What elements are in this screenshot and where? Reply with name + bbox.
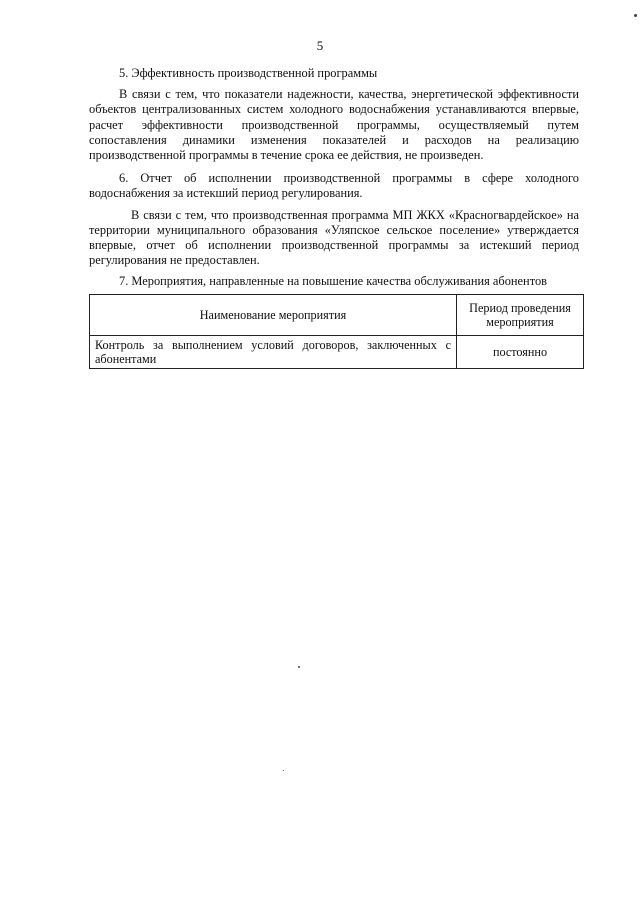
document-body (89, 66, 579, 369)
section-5-heading: 5. Эффективность производственной программы (119, 66, 378, 80)
section-7-heading: 7. Мероприятия, направленные на повышение качества обслуживания абонентов (119, 274, 547, 289)
section-5-text: В связи с тем, что показатели надежности, качества, энергетической эффективности объектов централизованных систем холодного водоснабжения устанавливаются впервые, расчет эффективности производственной программы, осуществляемый путем сопоставления динамики изменения показателей и расходов на реализацию производственной программы в течение срока ее действия, не произведен. (89, 87, 579, 163)
section-6-heading: 6. Отчет об исполнении производственной программы в сфере холодного водоснабжения за истекший период регулирования. (89, 171, 579, 201)
events-table (89, 294, 584, 369)
table-row (90, 335, 584, 368)
event-period-cell: постоянно (457, 335, 584, 368)
column-header-period: Период проведения мероприятия (457, 294, 584, 335)
page-number: 5 (316, 38, 324, 53)
event-name-cell: Контроль за выполнением условий договоров, заключенных с абонентами (90, 335, 457, 368)
section-6-text: В связи с тем, что производственная программа МП ЖКХ «Красногвардейское» на территории муниципального образования «Уляпское сельское поселение» утверждается впервые, отчет об исполнении производственной программы за истекший период регулирования не предоставлен. (89, 207, 579, 268)
column-header-name: Наименование мероприятия (90, 294, 457, 335)
scan-speck (283, 770, 284, 771)
scan-speck (634, 14, 637, 17)
scan-speck (298, 666, 300, 668)
table-header-row (90, 294, 584, 335)
